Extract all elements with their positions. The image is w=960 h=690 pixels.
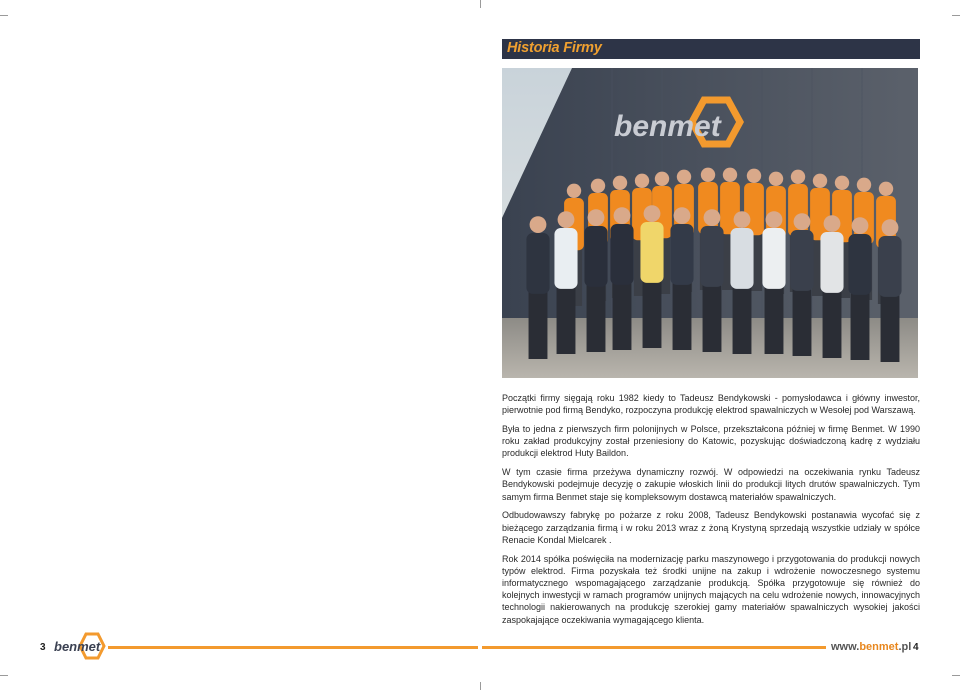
crop-mark (480, 0, 481, 8)
paragraph: Była to jedna z pierwszych firm polonijnych w Polsce, przekształcona później w firmę Benmet. W 1990 roku zakład produkcyjny został przeniesiony do Katowic, pozyskując doświadczoną kadrę z wydziału produkcji elektrod Huty Baildon. (502, 424, 920, 459)
url-brand: benmet (859, 641, 899, 653)
person (730, 211, 753, 354)
person (820, 215, 843, 358)
benmet-logo (52, 632, 108, 665)
footer-divider-right (482, 646, 826, 649)
paragraph: Początki firmy sięgają roku 1982 kiedy to Tadeusz Bendykowski - pomysłodawca i główny inwestor, pierwotnie pod firmą Bendyko, rozpoczyna produkcję elektrod spawalniczych w Wesołej pod Warszawą. (502, 393, 920, 416)
section-title-bar (502, 39, 920, 59)
page-number-left: 3 (40, 642, 46, 653)
person (554, 211, 577, 354)
person (584, 209, 607, 352)
person (762, 211, 785, 354)
crop-mark (952, 675, 960, 676)
paragraph: Rok 2014 spółka poświęciła na modernizację parku maszynowego i przygotowania do produkcji nowych typów elektrod. Firma pozyskała też środki unijne na zakup i wdrożenie nowoczesnego systemu informatycznego wspomagającego zarządzanie produkcją. Spółka przygotowuje się również do kolejnych inwestycji w ramach programów unijnych mających na celu wdrożenie nowych, innowacyjnych technologii nakierowanych na produkcję szerokiej gamy materiałów spawalniczych wysokiej jakości zaspokajające oczekiwania wymagającego klienta. (502, 553, 920, 625)
footer-divider-left (108, 646, 478, 649)
page-number-right: 4 (913, 642, 919, 653)
footer-logo-text: benmet (54, 639, 101, 654)
url-prefix: www. (831, 641, 860, 653)
crop-mark (480, 682, 481, 690)
paragraph: Odbudowawszy fabrykę po pożarze z roku 2008, Tadeusz Bendykowski postanawia wycofać się z bieżącego zarządzania firmą i w roku 2013 wraz z żoną Krystyną sprzedają wszystkie udziały w spółce Renacie Kondal Mielcarek . (502, 510, 920, 545)
crop-mark (952, 15, 960, 16)
person (526, 216, 549, 359)
building-logo-text: benmet (614, 110, 721, 143)
history-text (502, 392, 920, 632)
crop-mark (0, 15, 8, 16)
person (878, 219, 901, 362)
person (640, 205, 663, 348)
person (790, 213, 813, 356)
person (610, 207, 633, 350)
team-photo (502, 68, 918, 378)
person (700, 209, 723, 352)
page-title: Historia Firmy (507, 40, 602, 56)
url-suffix: .pl (898, 641, 912, 653)
paragraph: W tym czasie firma przeżywa dynamiczny rozwój. W odpowiedzi na oczekiwania rynku Tadeusz Bendykowski podejmuje decyzję o zakupie włoskich linii do produkcji litych drutów spawalniczych. Tym samym firma Benmet staje się kompleksowym dostawcą materiałów spawalniczych. (502, 467, 920, 502)
person (848, 217, 871, 360)
crop-mark (0, 675, 8, 676)
website-link[interactable] (831, 641, 911, 653)
person (670, 207, 693, 350)
